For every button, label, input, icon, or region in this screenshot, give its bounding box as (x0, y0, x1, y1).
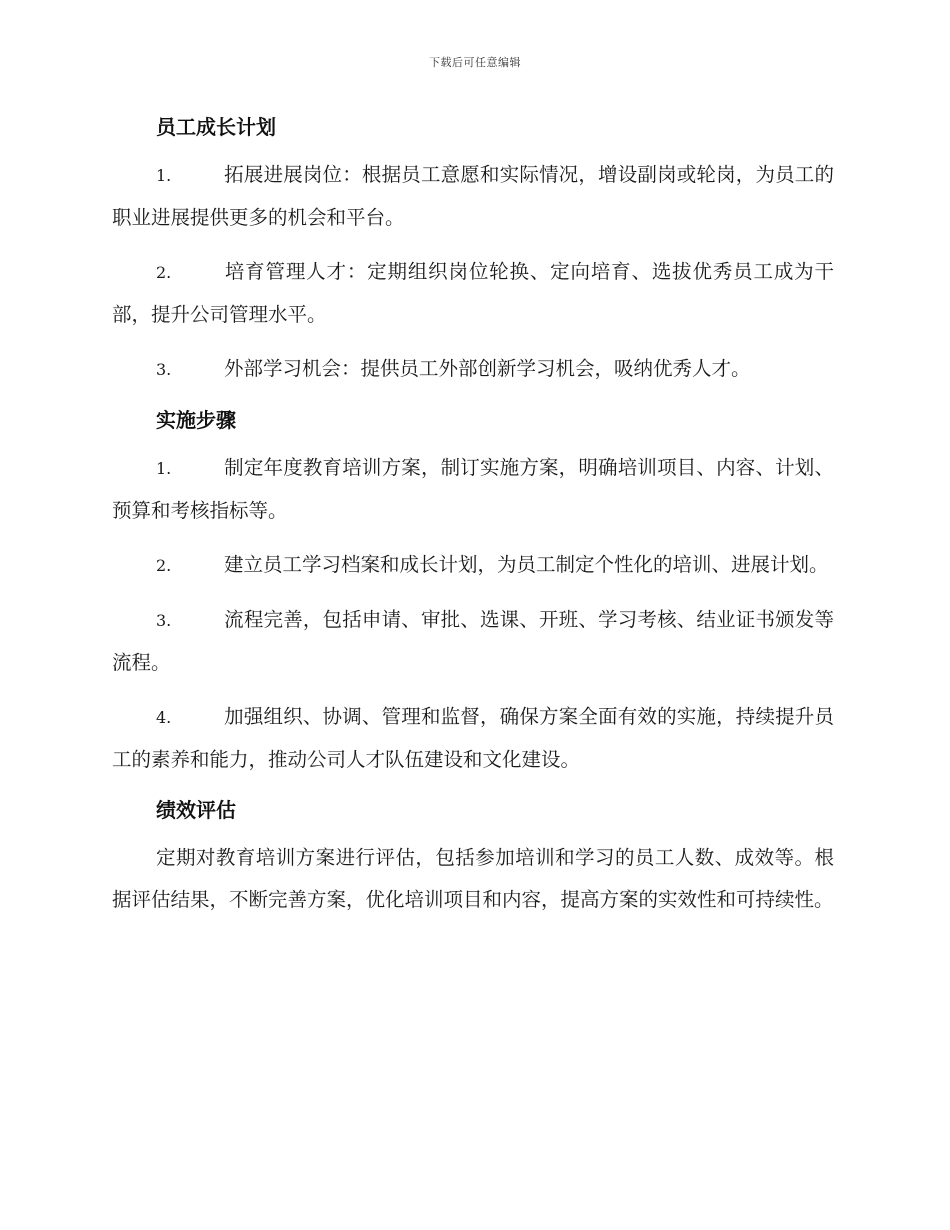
item-text: 外部学习机会：提供员工外部创新学习机会，吸纳优秀人才。 (224, 357, 751, 380)
section-heading-growth: 员工成长计划 (156, 115, 276, 139)
section-heading-evaluation: 绩效评估 (156, 798, 236, 822)
item-text: 加强组织、协调、管理和监督，确保方案全面有效的实施，持续提升员工的素养和能力，推动公司人才队伍建设和文化建设。 (112, 705, 834, 771)
list-item (112, 544, 834, 587)
header-note: 下载后可任意编辑 (429, 56, 521, 69)
list-item (112, 154, 834, 239)
item-text: 制定年度教育培训方案，制订实施方案，明确培训项目、内容、计划、预算和考核指标等。 (112, 456, 834, 522)
list-item (112, 599, 834, 684)
item-number: 2. (156, 263, 172, 282)
list-item (112, 447, 834, 532)
item-number: 2. (156, 556, 172, 575)
section-heading-steps: 实施步骤 (156, 408, 236, 432)
evaluation-paragraph: 定期对教育培训方案进行评估，包括参加培训和学习的员工人数、成效等。根据评估结果，不断完善方案，优化培训项目和内容，提高方案的实效性和可持续性。 (112, 846, 834, 911)
item-number: 3. (156, 611, 172, 630)
item-text: 流程完善，包括申请、审批、选课、开班、学习考核、结业证书颁发等流程。 (112, 608, 834, 674)
document-body (112, 110, 834, 921)
item-number: 4. (156, 708, 172, 727)
list-item (112, 348, 834, 391)
list-item (112, 251, 834, 336)
item-text: 培育管理人才：定期组织岗位轮换、定向培育、选拔优秀员工成为干部，提升公司管理水平。 (112, 260, 834, 326)
item-number: 1. (156, 166, 172, 185)
item-number: 1. (156, 459, 172, 478)
list-item (112, 696, 834, 781)
item-number: 3. (156, 360, 172, 379)
item-text: 建立员工学习档案和成长计划，为员工制定个性化的培训、进展计划。 (224, 553, 829, 576)
item-text: 拓展进展岗位：根据员工意愿和实际情况，增设副岗或轮岗，为员工的职业进展提供更多的机会和平台。 (112, 163, 834, 229)
